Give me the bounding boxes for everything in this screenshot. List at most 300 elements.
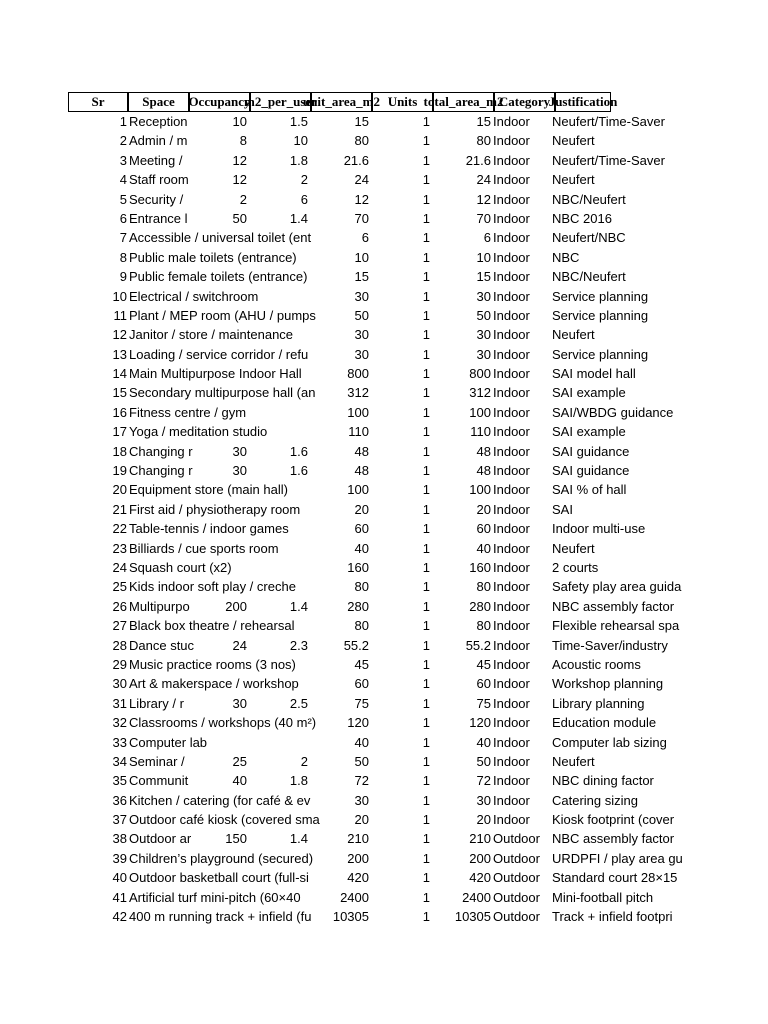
cell-units: 1 bbox=[422, 831, 430, 847]
cell-category: Outdoor bbox=[493, 850, 540, 866]
cell-total-area: 160 bbox=[469, 559, 491, 575]
cell-total-area: 21.6 bbox=[465, 152, 491, 168]
cell-sr: 11 bbox=[113, 307, 127, 323]
cell-units: 1 bbox=[422, 133, 430, 149]
table-row bbox=[68, 480, 678, 499]
table-row bbox=[68, 170, 678, 189]
cell-sr: 37 bbox=[112, 812, 127, 828]
cell-space: Music practice rooms (3 nos) bbox=[129, 656, 296, 672]
cell-m2-per-user bbox=[250, 888, 308, 907]
table-row bbox=[68, 558, 678, 577]
header-occupancy bbox=[189, 92, 250, 112]
cell-unit-area: 80 bbox=[354, 618, 369, 634]
cell-category: Indoor bbox=[493, 579, 530, 595]
cell-m2-per-user: 6 bbox=[300, 191, 308, 207]
cell-units: 1 bbox=[422, 307, 430, 323]
cell-space: Classrooms / workshops (40 m²) bbox=[129, 715, 317, 731]
cell-space: Billiards / cue sports room bbox=[129, 540, 279, 556]
cell-sr: 29 bbox=[112, 656, 127, 672]
cell-occupancy: 50 bbox=[232, 210, 247, 226]
cell-justification: SAI guidance bbox=[552, 443, 630, 459]
cell-category: Indoor bbox=[493, 773, 530, 789]
cell-unit-area: 6 bbox=[361, 230, 369, 246]
cell-sr: 25 bbox=[112, 579, 127, 595]
cell-category: Indoor bbox=[493, 540, 530, 556]
cell-unit-area: 75 bbox=[354, 695, 369, 711]
cell-space: Changing r bbox=[129, 443, 193, 459]
table-row bbox=[68, 655, 678, 674]
cell-justification: SAI example bbox=[552, 385, 626, 401]
cell-occupancy: 40 bbox=[232, 773, 247, 789]
table-row bbox=[68, 674, 678, 693]
cell-category: Indoor bbox=[493, 656, 530, 672]
cell-units: 1 bbox=[422, 114, 430, 129]
cell-space: Computer lab bbox=[129, 734, 208, 750]
cell-space: Public male toilets (entrance) bbox=[129, 249, 297, 265]
cell-units: 1 bbox=[422, 443, 430, 459]
cell-sr: 2 bbox=[119, 133, 127, 149]
cell-total-area: 80 bbox=[476, 618, 491, 634]
table-row bbox=[68, 383, 678, 402]
cell-total-area: 70 bbox=[476, 210, 491, 226]
cell-justification: NBC/Neufert bbox=[552, 269, 626, 285]
table-row bbox=[68, 771, 678, 790]
table-row bbox=[68, 694, 678, 713]
cell-total-area: 30 bbox=[476, 327, 491, 343]
cell-units: 1 bbox=[422, 230, 430, 246]
cell-space: Changing r bbox=[129, 463, 193, 479]
table-row bbox=[68, 810, 678, 829]
table-row bbox=[68, 597, 678, 616]
cell-total-area: 50 bbox=[476, 753, 491, 769]
header-space bbox=[128, 92, 189, 112]
cell-unit-area: 10 bbox=[354, 249, 369, 265]
cell-unit-area: 120 bbox=[347, 715, 369, 731]
cell-m2-per-user bbox=[250, 364, 308, 383]
cell-units: 1 bbox=[422, 850, 430, 866]
cell-m2-per-user bbox=[250, 713, 308, 732]
cell-total-area: 200 bbox=[469, 850, 491, 866]
cell-total-area: 15 bbox=[476, 269, 491, 285]
cell-category: Indoor bbox=[493, 152, 530, 168]
cell-space: 400 m running track + infield (fu bbox=[129, 909, 312, 925]
cell-category: Outdoor bbox=[493, 831, 540, 847]
cell-units: 1 bbox=[422, 424, 430, 440]
cell-space: Library / r bbox=[129, 695, 184, 711]
cell-justification: Flexible rehearsal spa bbox=[552, 618, 680, 634]
cell-units: 1 bbox=[422, 909, 430, 925]
cell-sr: 28 bbox=[112, 637, 127, 653]
cell-total-area: 20 bbox=[476, 501, 491, 517]
table-row bbox=[68, 500, 678, 519]
cell-sr: 20 bbox=[112, 482, 127, 498]
cell-units: 1 bbox=[422, 637, 430, 653]
cell-units: 1 bbox=[422, 792, 430, 808]
cell-m2-per-user bbox=[250, 655, 308, 674]
cell-sr: 8 bbox=[119, 249, 127, 265]
cell-justification: Neufert bbox=[552, 133, 595, 149]
cell-occupancy bbox=[189, 539, 247, 558]
cell-units: 1 bbox=[422, 346, 430, 362]
cell-justification: Time-Saver/industry bbox=[552, 637, 668, 653]
cell-space: Outdoor ar bbox=[129, 831, 192, 847]
cell-m2-per-user bbox=[250, 325, 308, 344]
cell-occupancy bbox=[189, 907, 247, 926]
cell-unit-area: 80 bbox=[354, 579, 369, 595]
cell-units: 1 bbox=[422, 210, 430, 226]
cell-units: 1 bbox=[422, 656, 430, 672]
table-row bbox=[68, 849, 683, 868]
cell-occupancy: 30 bbox=[232, 443, 247, 459]
cell-unit-area: 20 bbox=[354, 501, 369, 517]
cell-total-area: 6 bbox=[483, 230, 491, 246]
table-row bbox=[68, 422, 678, 441]
cell-units: 1 bbox=[422, 385, 430, 401]
cell-units: 1 bbox=[422, 812, 430, 828]
cell-unit-area: 60 bbox=[354, 676, 369, 692]
header-m2-per-user bbox=[244, 92, 317, 112]
table-row bbox=[68, 539, 678, 558]
cell-total-area: 312 bbox=[469, 385, 491, 401]
cell-total-area: 72 bbox=[476, 773, 491, 789]
cell-unit-area: 200 bbox=[347, 850, 369, 866]
cell-m2-per-user bbox=[250, 306, 308, 325]
cell-justification: NBC assembly factor bbox=[552, 831, 675, 847]
cell-justification: Catering sizing bbox=[552, 792, 638, 808]
cell-category: Indoor bbox=[493, 404, 530, 420]
cell-unit-area: 160 bbox=[347, 559, 369, 575]
cell-m2-per-user bbox=[250, 287, 308, 306]
cell-sr: 30 bbox=[112, 676, 127, 692]
cell-total-area: 420 bbox=[469, 870, 491, 886]
cell-justification: Neufert/NBC bbox=[552, 230, 626, 246]
cell-m2-per-user bbox=[250, 849, 308, 868]
cell-sr: 4 bbox=[119, 172, 127, 188]
cell-occupancy bbox=[189, 577, 247, 596]
cell-occupancy: 12 bbox=[232, 172, 247, 188]
cell-space: Squash court (x2) bbox=[129, 559, 232, 575]
cell-total-area: 280 bbox=[469, 598, 491, 614]
cell-occupancy bbox=[189, 228, 247, 247]
cell-category: Indoor bbox=[493, 366, 530, 382]
cell-category: Indoor bbox=[493, 346, 530, 362]
cell-sr: 7 bbox=[119, 230, 127, 246]
table-row bbox=[68, 345, 678, 364]
cell-sr: 10 bbox=[112, 288, 127, 304]
cell-category: Indoor bbox=[493, 676, 530, 692]
table-row bbox=[68, 888, 678, 907]
cell-m2-per-user: 2 bbox=[300, 753, 308, 769]
cell-sr: 27 bbox=[112, 618, 127, 634]
cell-space: Black box theatre / rehearsal bbox=[129, 618, 295, 634]
cell-justification: NBC assembly factor bbox=[552, 598, 675, 614]
cell-unit-area: 45 bbox=[354, 656, 369, 672]
cell-m2-per-user bbox=[250, 500, 308, 519]
spreadsheet bbox=[68, 92, 683, 926]
cell-unit-area: 15 bbox=[354, 269, 369, 285]
cell-total-area: 20 bbox=[476, 812, 491, 828]
header-total-area-text: total_area_m2 bbox=[423, 94, 504, 109]
cell-total-area: 30 bbox=[476, 288, 491, 304]
cell-units: 1 bbox=[422, 482, 430, 498]
cell-m2-per-user bbox=[250, 403, 308, 422]
cell-justification: SAI guidance bbox=[552, 463, 630, 479]
cell-sr: 17 bbox=[112, 424, 127, 440]
cell-total-area: 45 bbox=[476, 656, 491, 672]
cell-sr: 34 bbox=[112, 753, 127, 769]
cell-justification: Service planning bbox=[552, 307, 649, 323]
cell-category: Indoor bbox=[493, 288, 530, 304]
cell-sr: 18 bbox=[112, 443, 127, 459]
cell-occupancy bbox=[189, 364, 247, 383]
cell-justification: Safety play area guida bbox=[552, 579, 682, 595]
cell-justification: Acoustic rooms bbox=[552, 656, 641, 672]
cell-m2-per-user: 1.6 bbox=[289, 443, 308, 459]
table-row bbox=[68, 112, 678, 131]
header-justification bbox=[548, 92, 618, 112]
cell-total-area: 80 bbox=[476, 133, 491, 149]
cell-sr: 42 bbox=[112, 909, 127, 925]
cell-justification: Neufert/Time-Saver bbox=[552, 152, 665, 168]
cell-space: Outdoor basketball court (full-si bbox=[129, 870, 309, 886]
cell-space: Art & makerspace / workshop bbox=[129, 676, 299, 692]
cell-occupancy bbox=[189, 733, 247, 752]
cell-category: Indoor bbox=[493, 695, 530, 711]
cell-category: Indoor bbox=[493, 812, 530, 828]
cell-occupancy: 2 bbox=[239, 191, 247, 207]
cell-m2-per-user bbox=[250, 733, 308, 752]
header-space-text: Space bbox=[142, 94, 175, 109]
cell-unit-area: 100 bbox=[347, 482, 369, 498]
cell-occupancy bbox=[189, 713, 247, 732]
cell-m2-per-user bbox=[250, 480, 308, 499]
table-row bbox=[68, 519, 678, 538]
cell-sr: 31 bbox=[112, 695, 127, 711]
table-row bbox=[68, 868, 678, 887]
cell-units: 1 bbox=[422, 521, 430, 537]
cell-m2-per-user: 1.6 bbox=[289, 463, 308, 479]
cell-total-area: 55.2 bbox=[465, 637, 491, 653]
cell-sr: 22 bbox=[112, 521, 127, 537]
table-row bbox=[68, 151, 678, 170]
cell-m2-per-user bbox=[250, 791, 308, 810]
cell-sr: 9 bbox=[119, 269, 127, 285]
cell-units: 1 bbox=[422, 715, 430, 731]
cell-occupancy bbox=[189, 480, 247, 499]
cell-total-area: 40 bbox=[476, 734, 491, 750]
header-row bbox=[68, 92, 678, 112]
table-row bbox=[68, 325, 678, 344]
cell-space: Electrical / switchroom bbox=[129, 288, 259, 304]
cell-sr: 35 bbox=[112, 773, 127, 789]
cell-unit-area: 40 bbox=[354, 734, 369, 750]
cell-unit-area: 30 bbox=[354, 327, 369, 343]
cell-sr: 5 bbox=[119, 191, 127, 207]
cell-total-area: 210 bbox=[469, 831, 491, 847]
cell-m2-per-user bbox=[250, 228, 308, 247]
cell-m2-per-user bbox=[250, 519, 308, 538]
cell-units: 1 bbox=[422, 152, 430, 168]
cell-space: Yoga / meditation studio bbox=[129, 424, 268, 440]
cell-sr: 23 bbox=[112, 540, 127, 556]
cell-m2-per-user: 1.8 bbox=[289, 773, 308, 789]
cell-sr: 3 bbox=[119, 152, 127, 168]
cell-occupancy bbox=[189, 267, 247, 286]
cell-justification: Neufert/Time-Saver bbox=[552, 114, 665, 129]
cell-space: Dance stuc bbox=[129, 637, 195, 653]
cell-m2-per-user bbox=[250, 674, 308, 693]
cell-total-area: 48 bbox=[476, 463, 491, 479]
cell-occupancy: 8 bbox=[239, 133, 247, 149]
cell-total-area: 30 bbox=[476, 346, 491, 362]
cell-occupancy bbox=[189, 287, 247, 306]
cell-justification: Indoor multi-use bbox=[552, 521, 646, 537]
cell-sr: 16 bbox=[112, 404, 127, 420]
cell-justification: NBC dining factor bbox=[552, 773, 654, 789]
cell-justification: Standard court 28×15 bbox=[552, 870, 678, 886]
cell-m2-per-user bbox=[250, 907, 308, 926]
table-row bbox=[68, 713, 678, 732]
cell-justification: Workshop planning bbox=[552, 676, 664, 692]
cell-space: Janitor / store / maintenance bbox=[129, 327, 294, 343]
cell-category: Indoor bbox=[493, 424, 530, 440]
header-category bbox=[494, 92, 555, 112]
table-row bbox=[68, 442, 678, 461]
cell-justification: Neufert bbox=[552, 327, 595, 343]
cell-unit-area: 210 bbox=[347, 831, 369, 847]
cell-category: Indoor bbox=[493, 385, 530, 401]
cell-justification: NBC 2016 bbox=[552, 210, 612, 226]
cell-space: Public female toilets (entrance) bbox=[129, 269, 308, 285]
cell-category: Indoor bbox=[493, 269, 530, 285]
cell-m2-per-user bbox=[250, 383, 308, 402]
cell-space: Meeting / bbox=[129, 152, 183, 168]
cell-justification: Neufert bbox=[552, 172, 595, 188]
cell-unit-area: 12 bbox=[354, 191, 369, 207]
cell-space: First aid / physiotherapy room bbox=[129, 501, 301, 517]
cell-space: Plant / MEP room (AHU / pumps bbox=[129, 307, 316, 323]
cell-total-area: 75 bbox=[476, 695, 491, 711]
cell-units: 1 bbox=[422, 366, 430, 382]
cell-unit-area: 72 bbox=[354, 773, 369, 789]
cell-occupancy bbox=[189, 306, 247, 325]
cell-sr: 12 bbox=[112, 327, 127, 343]
cell-category: Indoor bbox=[493, 230, 530, 246]
cell-category: Outdoor bbox=[493, 909, 540, 925]
cell-total-area: 40 bbox=[476, 540, 491, 556]
cell-sr: 13 bbox=[112, 346, 127, 362]
table-row bbox=[68, 461, 678, 480]
cell-occupancy bbox=[189, 345, 247, 364]
cell-unit-area: 420 bbox=[347, 870, 369, 886]
cell-justification: URDPFI / play area gu bbox=[552, 850, 683, 866]
cell-units: 1 bbox=[422, 579, 430, 595]
cell-occupancy: 30 bbox=[232, 463, 247, 479]
table-row bbox=[68, 752, 678, 771]
cell-category: Indoor bbox=[493, 443, 530, 459]
cell-occupancy bbox=[189, 810, 247, 829]
cell-category: Outdoor bbox=[493, 870, 540, 886]
cell-units: 1 bbox=[422, 734, 430, 750]
cell-units: 1 bbox=[422, 172, 430, 188]
cell-unit-area: 50 bbox=[354, 753, 369, 769]
cell-total-area: 100 bbox=[469, 404, 491, 420]
cell-units: 1 bbox=[422, 870, 430, 886]
cell-m2-per-user: 2.3 bbox=[289, 637, 308, 653]
cell-justification: 2 courts bbox=[552, 559, 599, 575]
table-row bbox=[68, 791, 678, 810]
cell-category: Outdoor bbox=[493, 889, 540, 905]
cell-category: Indoor bbox=[493, 521, 530, 537]
cell-unit-area: 80 bbox=[354, 133, 369, 149]
cell-category: Indoor bbox=[493, 734, 530, 750]
cell-units: 1 bbox=[422, 191, 430, 207]
cell-units: 1 bbox=[422, 889, 430, 905]
header-category-text: Category bbox=[498, 94, 551, 109]
table-row bbox=[68, 733, 678, 752]
cell-m2-per-user bbox=[250, 345, 308, 364]
table-row bbox=[68, 403, 678, 422]
cell-occupancy bbox=[189, 500, 247, 519]
cell-space: Accessible / universal toilet (ent bbox=[129, 230, 312, 246]
cell-sr: 1 bbox=[119, 114, 127, 129]
cell-space: Children’s playground (secured) bbox=[129, 850, 314, 866]
cell-category: Indoor bbox=[493, 598, 530, 614]
cell-unit-area: 30 bbox=[354, 346, 369, 362]
cell-space: Seminar / bbox=[129, 753, 185, 769]
cell-m2-per-user bbox=[250, 558, 308, 577]
cell-space: Kitchen / catering (for café & ev bbox=[129, 792, 311, 808]
cell-justification: SAI % of hall bbox=[552, 482, 627, 498]
cell-m2-per-user: 10 bbox=[293, 133, 308, 149]
cell-m2-per-user: 1.5 bbox=[289, 114, 308, 129]
cell-justification: Education module bbox=[552, 715, 657, 731]
cell-category: Indoor bbox=[493, 463, 530, 479]
cell-units: 1 bbox=[422, 618, 430, 634]
cell-unit-area: 55.2 bbox=[343, 637, 369, 653]
cell-total-area: 12 bbox=[476, 191, 491, 207]
cell-occupancy bbox=[189, 791, 247, 810]
cell-occupancy bbox=[189, 422, 247, 441]
cell-unit-area: 110 bbox=[348, 424, 369, 440]
cell-category: Indoor bbox=[493, 753, 530, 769]
cell-units: 1 bbox=[422, 676, 430, 692]
cell-m2-per-user bbox=[250, 810, 308, 829]
cell-unit-area: 10305 bbox=[332, 909, 369, 925]
cell-sr: 26 bbox=[112, 598, 127, 614]
cell-unit-area: 15 bbox=[354, 114, 369, 129]
cell-occupancy bbox=[189, 616, 247, 635]
cell-unit-area: 60 bbox=[354, 521, 369, 537]
table-row bbox=[68, 190, 678, 209]
cell-space: Equipment store (main hall) bbox=[129, 482, 288, 498]
cell-occupancy bbox=[189, 558, 247, 577]
cell-units: 1 bbox=[422, 269, 430, 285]
cell-units: 1 bbox=[422, 463, 430, 479]
cell-m2-per-user bbox=[250, 577, 308, 596]
cell-unit-area: 70 bbox=[354, 210, 369, 226]
cell-unit-area: 21.6 bbox=[343, 152, 369, 168]
header-units-text: Units bbox=[387, 94, 418, 109]
table-row bbox=[68, 306, 678, 325]
cell-category: Indoor bbox=[493, 482, 530, 498]
cell-space: Secondary multipurpose hall (an bbox=[129, 385, 316, 401]
cell-occupancy bbox=[189, 888, 247, 907]
cell-category: Indoor bbox=[493, 133, 530, 149]
cell-m2-per-user: 1.4 bbox=[289, 831, 308, 847]
header-sr-text: Sr bbox=[91, 94, 105, 109]
cell-space: Multipurpo bbox=[129, 598, 190, 614]
